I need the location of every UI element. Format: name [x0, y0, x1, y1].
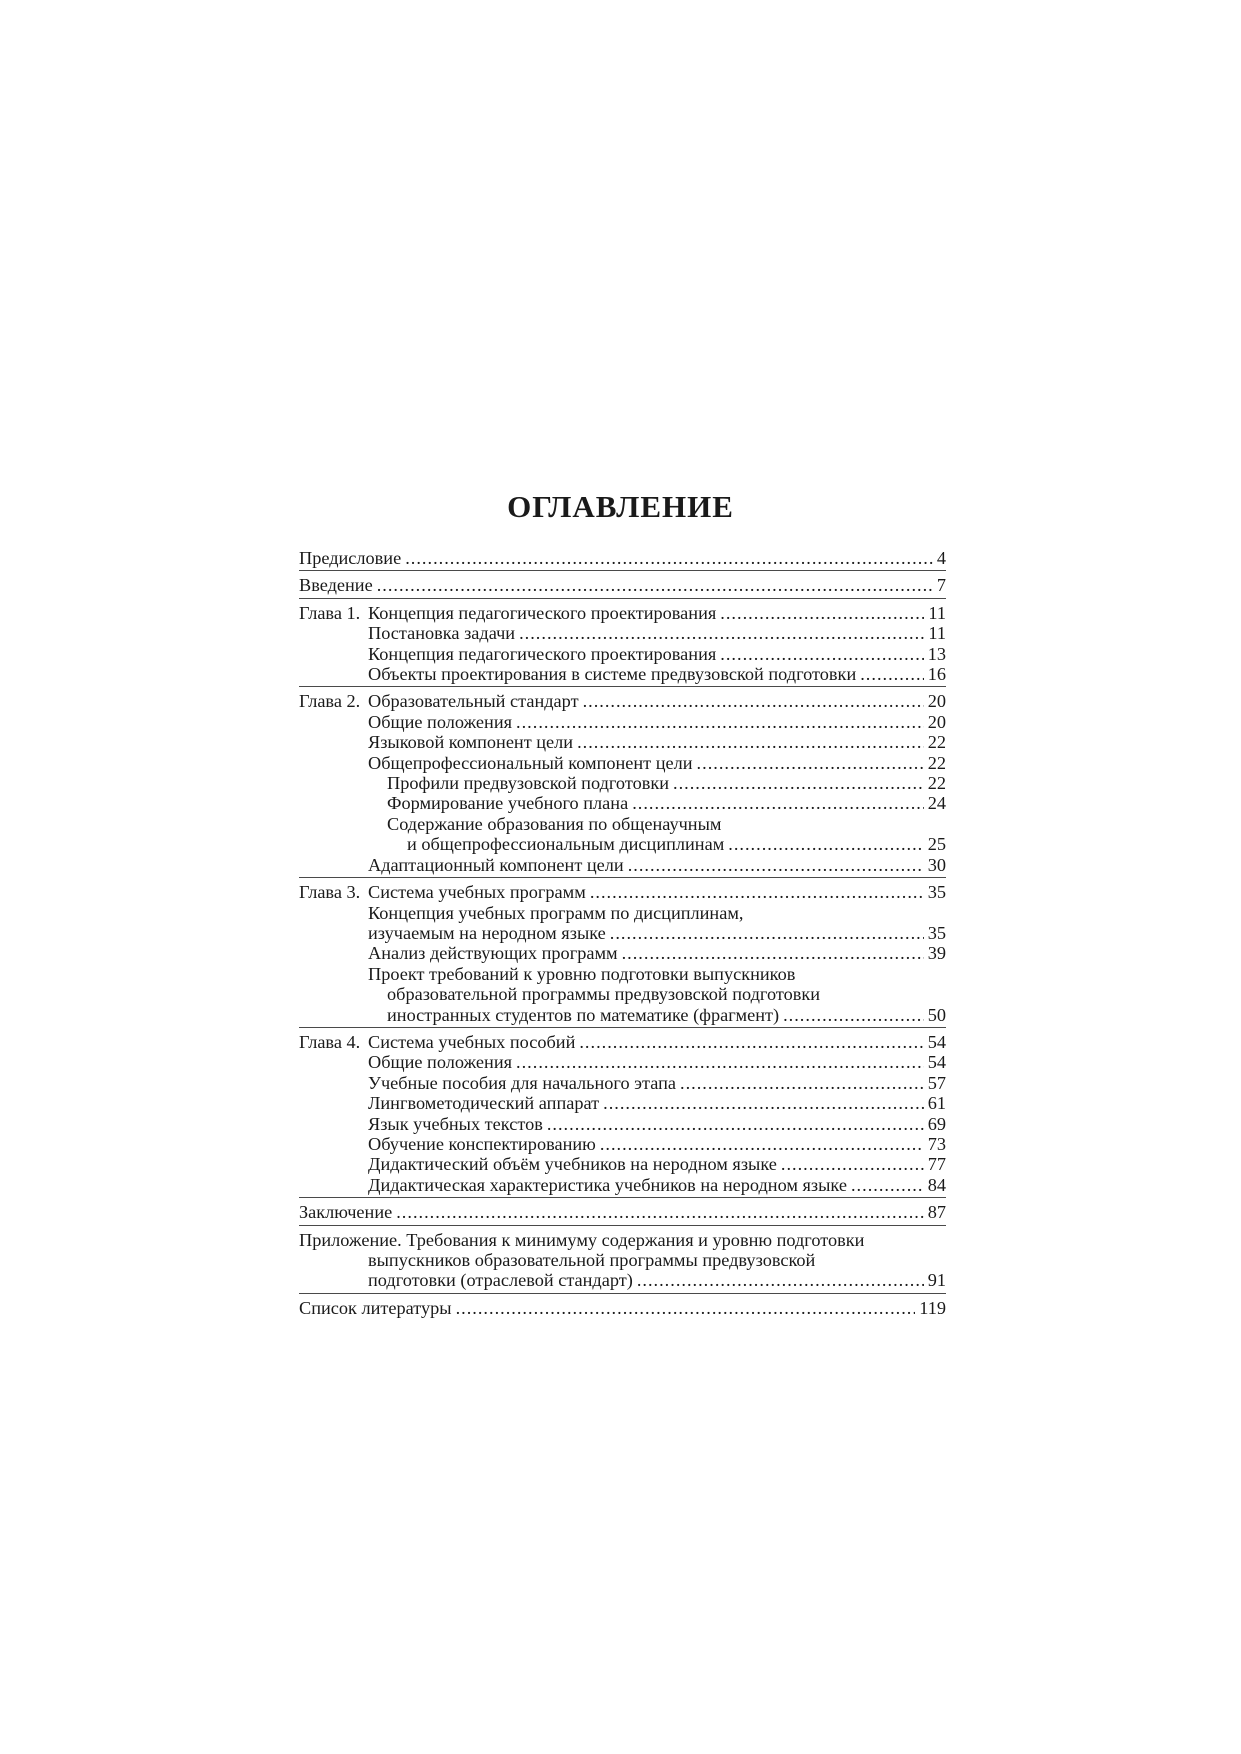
toc-chapter-heading [299, 691, 946, 711]
toc-entry [299, 623, 946, 643]
toc-entry-label: Постановка задачи [368, 623, 516, 644]
toc-entry-label: Анализ действующих программ [368, 943, 618, 964]
toc-entry-label-cont: и общепрофессиональным дисциплинам [407, 834, 725, 855]
dot-leader [603, 1093, 924, 1113]
toc-entry [299, 1202, 946, 1222]
toc-entry-continued [299, 1250, 946, 1270]
toc-entry-page: 24 [927, 793, 946, 814]
toc-group-chapter-2 [299, 686, 946, 877]
toc-group-intro [299, 570, 946, 597]
toc-entry [299, 855, 946, 875]
toc-group-preface [299, 548, 946, 570]
dot-leader [590, 882, 924, 902]
toc-entry-label: Дидактическая характеристика учебников на неродном языке [368, 1174, 847, 1195]
toc-entry [299, 943, 946, 963]
dot-leader [720, 603, 924, 623]
toc-entry-label: Предисловие [299, 548, 402, 568]
toc-entry-label: Язык учебных текстов [368, 1113, 543, 1134]
table-of-contents [299, 548, 946, 1320]
dot-leader [783, 1005, 924, 1025]
toc-entry-page: 25 [927, 834, 946, 855]
toc-entry-page: 22 [927, 773, 946, 794]
toc-entry-page: 7 [936, 575, 946, 596]
toc-entry [299, 1052, 946, 1072]
toc-entry-label: Концепция педагогического проектирования [368, 602, 717, 623]
toc-group-conclusion [299, 1197, 946, 1224]
toc-chapter-heading [299, 1032, 946, 1052]
toc-entry-label: Концепция педагогического проектирования [368, 643, 717, 664]
chapter-number: Глава 1. [299, 602, 361, 623]
toc-entry-page: 35 [927, 882, 946, 903]
toc-entry-label-cont: выпускников образовательной программы предвузовской [368, 1250, 816, 1270]
toc-entry [299, 793, 946, 813]
dot-leader [456, 1298, 916, 1318]
dot-leader [577, 732, 924, 752]
toc-entry-label-cont: подготовки (отраслевой стандарт) [368, 1270, 633, 1291]
toc-entry-page: 119 [919, 1297, 946, 1318]
toc-entry-label: Система учебных программ [368, 882, 586, 903]
toc-entry-page: 54 [927, 1031, 946, 1052]
toc-entry-page: 69 [927, 1113, 946, 1134]
toc-entry-label: Дидактический объём учебников на неродном языке [368, 1154, 777, 1175]
dot-leader [579, 1032, 923, 1052]
toc-entry-label: Объекты проектирования в системе предвузовской подготовки [368, 664, 857, 685]
toc-entry [299, 644, 946, 664]
toc-entry-label-cont: изучаемым на неродном языке [368, 922, 606, 943]
toc-entry-page: 84 [927, 1174, 946, 1195]
dot-leader [680, 1073, 924, 1093]
toc-group-chapter-3 [299, 877, 946, 1027]
toc-entry-label: Образовательный стандарт [368, 691, 579, 712]
toc-entry [299, 1005, 946, 1025]
toc-entry-label: Приложение. Требования к минимуму содержания и уровню подготовки [299, 1229, 865, 1250]
toc-entry-label: Учебные пособия для начального этапа [368, 1072, 677, 1093]
toc-entry-page: 13 [927, 643, 946, 664]
toc-entry-page: 11 [928, 623, 946, 644]
toc-entry [299, 664, 946, 684]
toc-chapter-heading [299, 603, 946, 623]
toc-group-chapter-1 [299, 598, 946, 687]
toc-entry-label: Введение [299, 575, 373, 596]
toc-chapter-heading [299, 882, 946, 902]
toc-entry-page: 50 [927, 1004, 946, 1025]
toc-group-chapter-4 [299, 1027, 946, 1197]
toc-entry [299, 773, 946, 793]
toc-entry [299, 1073, 946, 1093]
toc-entry-page: 54 [927, 1052, 946, 1073]
toc-entry [299, 1298, 946, 1318]
toc-entry-label: Лингвометодический аппарат [368, 1093, 600, 1114]
toc-entry [299, 1175, 946, 1195]
dot-leader [720, 644, 923, 664]
dot-leader [628, 855, 924, 875]
toc-entry-continued [299, 903, 946, 923]
toc-entry-page: 20 [927, 691, 946, 712]
dot-leader [622, 943, 924, 963]
toc-entry [299, 1270, 946, 1290]
toc-entry [299, 923, 946, 943]
toc-entry-page: 57 [927, 1072, 946, 1093]
dot-leader [516, 1052, 924, 1072]
toc-entry-label: Система учебных пособий [368, 1031, 576, 1052]
toc-entry-page: 73 [927, 1133, 946, 1154]
dot-leader [583, 691, 924, 711]
toc-entry-label: Общие положения [368, 1052, 513, 1073]
toc-entry-continued [299, 984, 946, 1004]
toc-entry-label: Адаптационный компонент цели [368, 854, 624, 875]
dot-leader [673, 773, 924, 793]
dot-leader [610, 923, 924, 943]
toc-entry [299, 1134, 946, 1154]
toc-entry [299, 1093, 946, 1113]
toc-entry-page: 39 [927, 943, 946, 964]
dot-leader [637, 1270, 924, 1290]
toc-entry-continued [299, 964, 946, 984]
toc-entry-page: 30 [927, 854, 946, 875]
toc-entry-continued [299, 1230, 946, 1250]
toc-entry-page: 11 [928, 602, 946, 623]
toc-entry-label: Список литературы [299, 1297, 452, 1318]
toc-entry-page: 61 [927, 1093, 946, 1114]
toc-entry [299, 732, 946, 752]
toc-entry-page: 16 [927, 664, 946, 685]
toc-entry [299, 575, 946, 595]
toc-entry-label: Заключение [299, 1202, 393, 1223]
toc-entry-page: 22 [927, 752, 946, 773]
toc-entry-page: 77 [927, 1154, 946, 1175]
toc-entry [299, 834, 946, 854]
dot-leader [781, 1154, 924, 1174]
dot-leader [516, 712, 924, 732]
dot-leader [547, 1114, 924, 1134]
toc-entry-label: Формирование учебного плана [387, 793, 629, 814]
toc-entry-label: Проект требований к уровню подготовки выпускников [368, 963, 796, 984]
dot-leader [728, 834, 923, 854]
toc-entry-label: Общепрофессиональный компонент цели [368, 752, 693, 773]
dot-leader [396, 1202, 923, 1222]
toc-entry-label: Общие положения [368, 711, 513, 732]
toc-title: ОГЛАВЛЕНИЕ [507, 489, 734, 524]
dot-leader [632, 793, 924, 813]
toc-entry-label: Содержание образования по общенаучным [387, 813, 722, 834]
toc-entry-page: 4 [936, 548, 946, 568]
toc-entry [299, 1114, 946, 1134]
dot-leader [697, 753, 924, 773]
dot-leader [377, 575, 933, 595]
toc-entry-page: 35 [927, 922, 946, 943]
dot-leader [405, 548, 933, 568]
toc-entry-label-cont: образовательной программы предвузовской подготовки [387, 984, 821, 1005]
toc-entry-label: Профили предвузовской подготовки [387, 773, 670, 794]
dot-leader [519, 623, 924, 643]
toc-entry-label: Языковой компонент цели [368, 732, 574, 753]
toc-group-bibliography [299, 1293, 946, 1320]
chapter-number: Глава 2. [299, 691, 361, 712]
toc-entry [299, 753, 946, 773]
toc-entry-page: 20 [927, 711, 946, 732]
dot-leader [860, 664, 923, 684]
chapter-number: Глава 3. [299, 882, 361, 903]
toc-entry-page: 22 [927, 732, 946, 753]
toc-entry-page: 91 [927, 1270, 946, 1291]
toc-entry [299, 712, 946, 732]
toc-entry-continued [299, 814, 946, 834]
dot-leader [851, 1175, 924, 1195]
toc-group-appendix [299, 1225, 946, 1293]
toc-entry [299, 1154, 946, 1174]
toc-entry [299, 548, 946, 568]
toc-entry-label: Обучение конспектированию [368, 1133, 596, 1154]
toc-entry-page: 87 [927, 1202, 946, 1223]
chapter-number: Глава 4. [299, 1031, 361, 1052]
toc-entry-label-cont: иностранных студентов по математике (фрагмент) [387, 1004, 780, 1025]
toc-entry-label: Концепция учебных программ по дисциплинам, [368, 902, 744, 923]
dot-leader [600, 1134, 924, 1154]
